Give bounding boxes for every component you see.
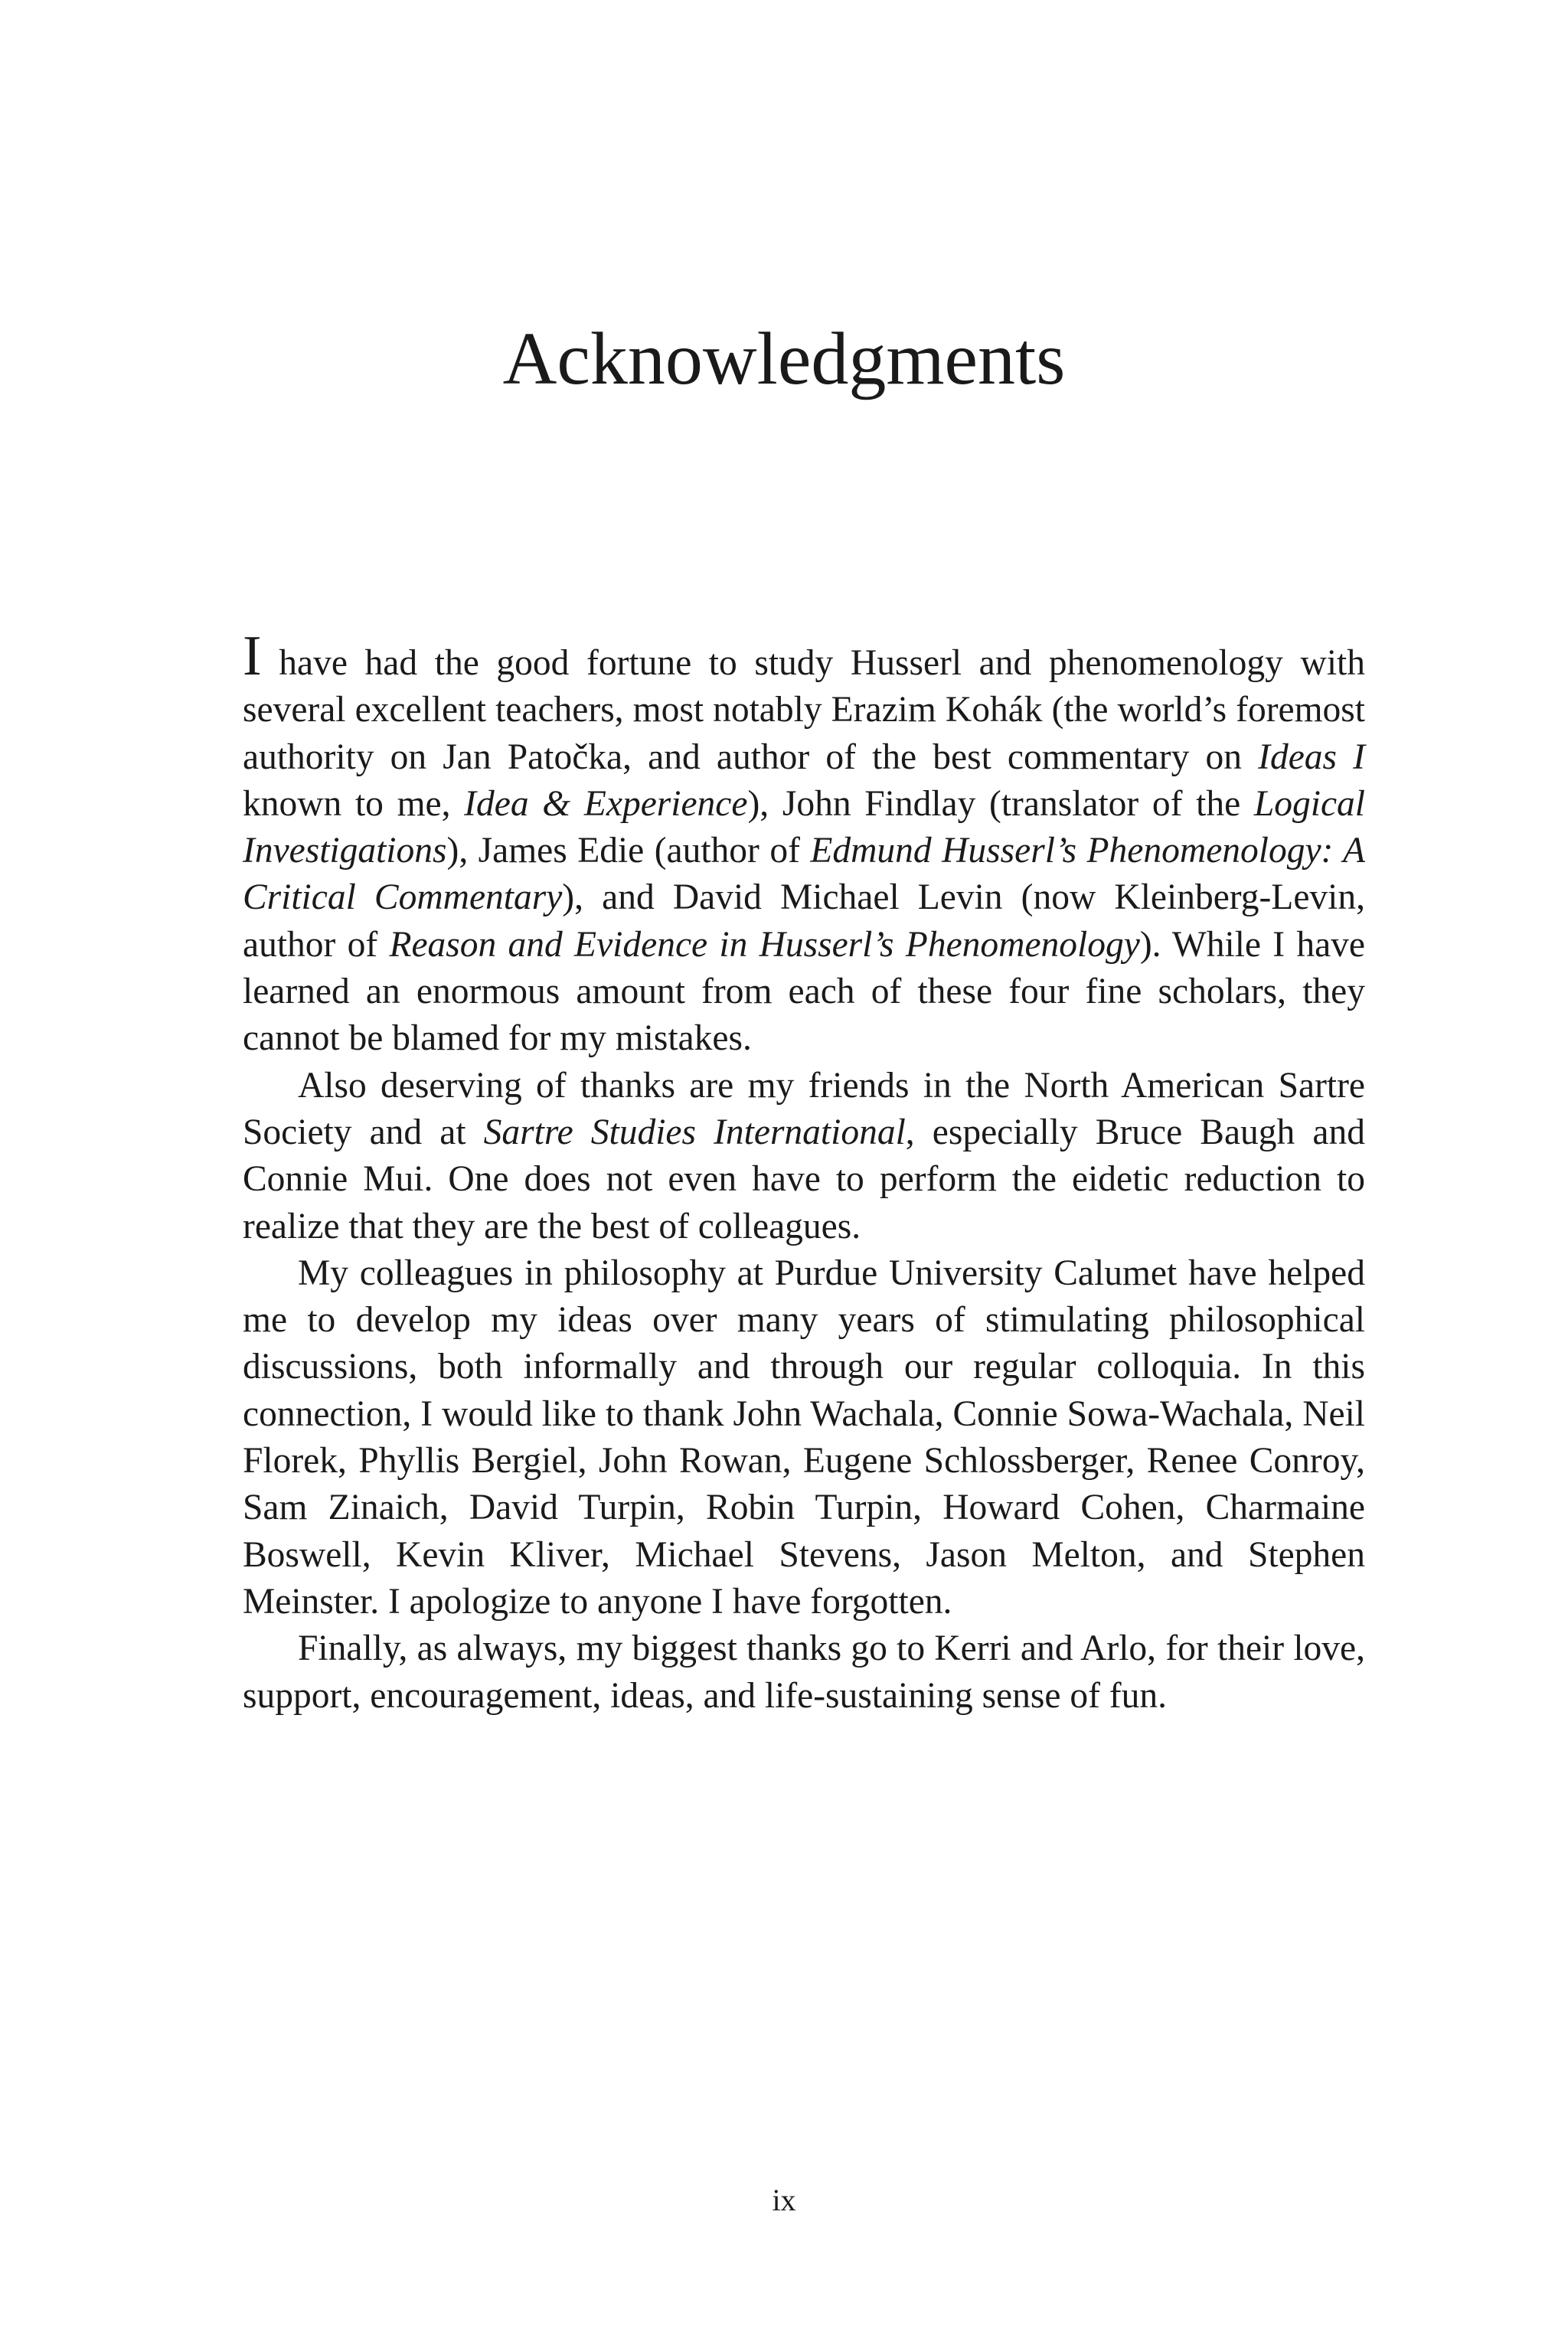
title-italic: Logical Investigations bbox=[243, 783, 1365, 871]
paragraph bbox=[243, 1063, 1365, 1250]
paragraph bbox=[243, 1250, 1365, 1625]
text-run: My colleagues in philosophy at Purdue University Calumet have helped me to develop my ideas over many years of stimulating philosophical discussions, both informally and through our regular colloquia. In this connection, I would like to thank John Wachala, Connie Sowa-Wachala, Neil Florek, Phyllis Bergiel, John Rowan, Eugene Schlossberger, Renee Conroy, Sam Zinaich, David Turpin, Robin Turpin, Howard Cohen, Charmaine Boswell, Kevin Kliver, Michael Stevens, Jason Melton, and Stephen Meinster. I apologize to anyone I have forgotten. bbox=[243, 1253, 1365, 1622]
text-run: ), John Findlay (translator of the bbox=[747, 783, 1254, 824]
text-run: Finally, as always, my biggest thanks go to Kerri and Arlo, for their love, support, encouragement, ideas, and life-sustaining sense of fun. bbox=[243, 1628, 1365, 1716]
title-italic: Edmund Husserl’s Phenomenology: A Critical Commentary bbox=[243, 831, 1365, 918]
text-run: Also deserving of thanks are my friends in the North American Sartre Society and at bbox=[243, 1065, 1365, 1152]
acknowledgments-body bbox=[243, 625, 1365, 1720]
title-italic: Ideas I bbox=[1258, 737, 1365, 777]
page-number: ix bbox=[772, 2183, 796, 2217]
text-run: ), and David Michael Levin (now Kleinberg-Levin, author of bbox=[243, 877, 1365, 965]
text-run: ). While I have learned an enormous amount from each of these four fine scholars, they cannot be blamed for my mistakes. bbox=[243, 924, 1365, 1059]
title-italic: Idea & Experience bbox=[464, 783, 748, 824]
text-run: have had the good fortune to study Husserl and phenomenology with several excellent teachers, most notably Erazim Kohák (the world’s foremost authority on Jan Patočka, and author of the best commentary on bbox=[243, 643, 1365, 777]
paragraph bbox=[243, 625, 1365, 1063]
paragraph bbox=[243, 1625, 1365, 1720]
page-title: Acknowledgments bbox=[502, 318, 1066, 400]
dropcap-letter: I bbox=[243, 625, 262, 688]
text-run: , especially Bruce Baugh and Connie Mui. One does not even have to perform the eidetic reduction to realize that they are the best of colleagues. bbox=[243, 1112, 1365, 1246]
title-italic: Sartre Studies International bbox=[483, 1112, 906, 1152]
text-run: known to me, bbox=[243, 783, 465, 824]
text-run: ), James Edie (author of bbox=[446, 831, 811, 871]
title-italic: Reason and Evidence in Husserl’s Phenomenology bbox=[389, 924, 1140, 965]
